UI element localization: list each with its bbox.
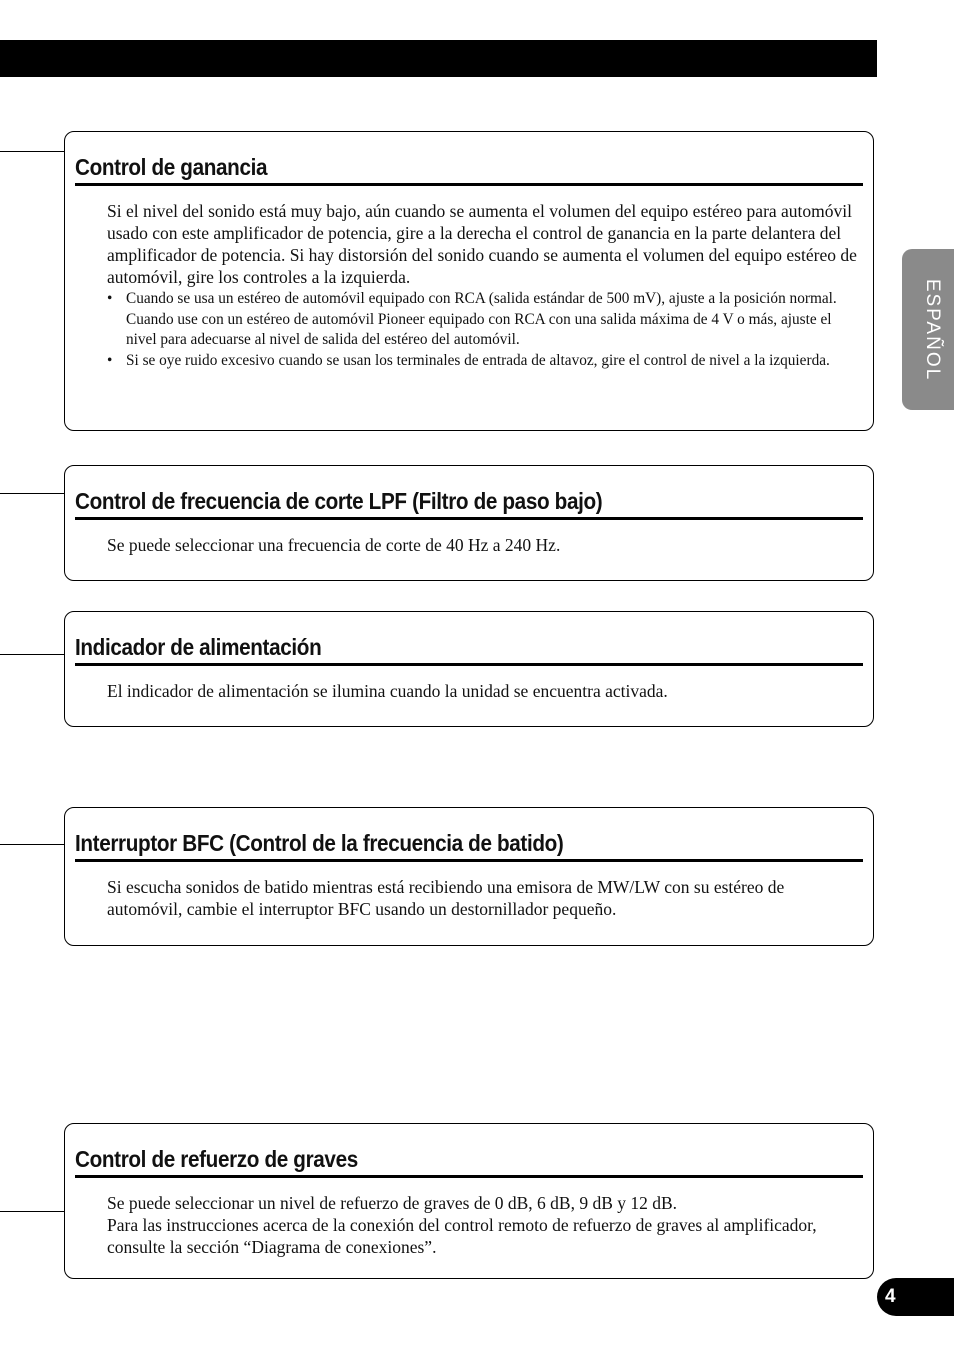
section-paragraph: Se puede seleccionar un nivel de refuerzo de graves de 0 dB, 6 dB, 9 dB y 12 dB. [107,1193,678,1213]
heading-rule [75,859,863,862]
section-heading: Indicador de alimentación [75,634,322,660]
language-tab-label: ESPAÑOL [922,278,943,381]
section-body [107,200,859,371]
section-paragraph: Se puede seleccionar una frecuencia de corte de 40 Hz a 240 Hz. [107,535,561,555]
heading-rule [75,183,863,186]
heading-rule [75,1175,863,1178]
section-heading: Control de ganancia [75,154,268,180]
section-leader-line [0,493,64,494]
section-leader-line [0,151,64,152]
section-heading: Interruptor BFC (Control de la frecuencia de batido) [75,830,564,856]
note-item: • Cuando se usa un estéreo de automóvil equipado con RCA (salida estándar de 500 mV), ajuste a la posición normal. Cuando use con un estéreo de automóvil Pioneer equipado con RCA con una salida máxima de 4 V o más, ajuste el nivel para adecuarse al nivel de salida del estéreo del automóvil. [107,289,859,351]
section-bfc-switch [64,807,874,946]
section-leader-line [0,654,64,655]
heading-rule [75,517,863,520]
section-paragraph: Si el nivel del sonido está muy bajo, aún cuando se aumenta el volumen del equipo estéreo para automóvil usado con este amplificador de potencia, gire a la derecha el control de ganancia en la parte delantera del amplificador de potencia. Si hay distorsión del sonido cuando se aumenta el volumen del equipo estéreo de automóvil, gire los controles a la izquierda. [107,201,857,287]
header-bar [0,40,877,77]
section-paragraph: Para las instrucciones acerca de la conexión del control remoto de refuerzo de graves al amplificador, consulte la sección “Diagrama de conexiones”. [107,1215,817,1257]
section-body [107,680,859,702]
section-power-indicator [64,611,874,727]
section-body [107,1192,859,1258]
section-lpf-control [64,465,874,581]
heading-rule [75,663,863,666]
section-paragraph: Si escucha sonidos de batido mientras está recibiendo una emisora de MW/LW con su estéreo de automóvil, cambie el interruptor BFC usando un destornillador pequeño. [107,877,785,919]
section-leader-line [0,844,64,845]
section-body [107,876,859,920]
section-gain-control [64,131,874,431]
section-body [107,534,859,556]
page-number: 4 [877,1278,954,1316]
language-tab [902,249,954,410]
section-heading: Control de frecuencia de corte LPF (Filtro de paso bajo) [75,488,603,514]
note-item: • Si se oye ruido excesivo cuando se usan los terminales de entrada de altavoz, gire el control de nivel a la izquierda. [107,351,859,372]
section-paragraph: El indicador de alimentación se ilumina cuando la unidad se encuentra activada. [107,681,668,701]
notes-list [107,289,859,371]
section-leader-line [0,1211,64,1212]
section-bass-boost [64,1123,874,1279]
section-heading: Control de refuerzo de graves [75,1146,358,1172]
